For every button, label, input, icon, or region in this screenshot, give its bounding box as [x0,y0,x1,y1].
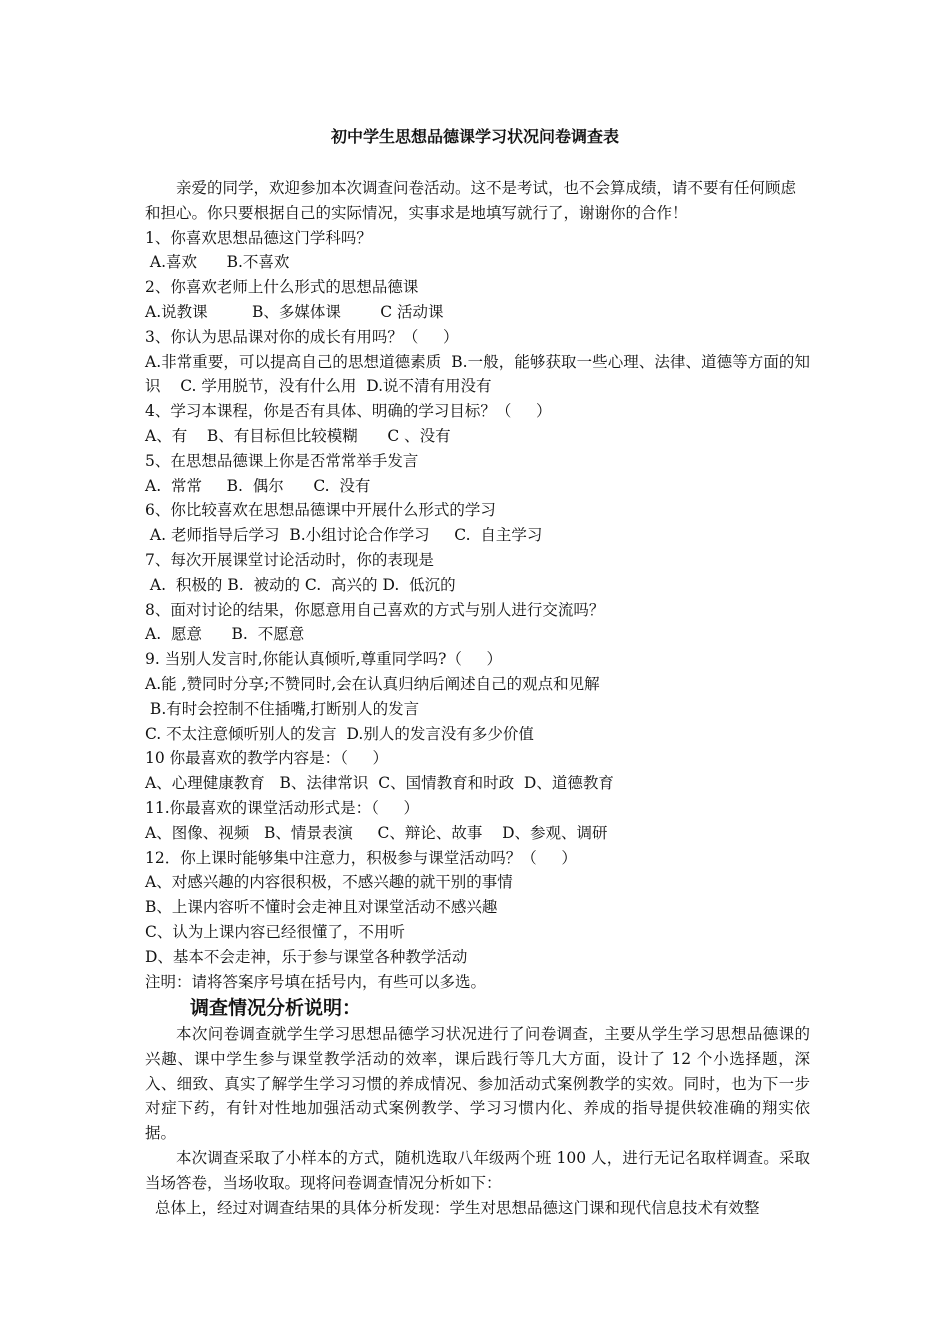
question-12-option-d: D、基本不会走神，乐于参与课堂各种教学活动 [145,947,468,966]
question-11: 11.你最喜欢的课堂活动形式是：（ ） [145,798,420,817]
question-10: 10 你最喜欢的教学内容是：（ ） [145,749,389,768]
question-6: 6、你比较喜欢在思想品德课中开展什么形式的学习 [145,501,496,520]
question-4-options: A、有 B、有目标但比较模糊 C 、没有 [145,426,451,445]
question-1: 1、你喜欢思想品德这门学科吗？ [145,228,372,247]
question-5: 5、在思想品德课上你是否常常举手发言 [145,451,419,470]
question-12-option-a: A、对感兴趣的内容很积极，不感兴趣的就干别的事情 [145,873,513,892]
question-9-option-b: B.有时会控制不住插嘴,打断别人的发言 [145,699,420,718]
question-6-options: A. 老师指导后学习 B.小组讨论合作学习 C. 自主学习 [145,526,543,545]
question-2: 2、你喜欢老师上什么形式的思想品德课 [145,278,419,297]
question-4: 4、学习本课程，你是否有具体、明确的学习目标？（ ） [145,402,552,421]
question-9: 9. 当别人发言时,你能认真倾听,尊重同学吗?（ ） [145,650,503,669]
question-9-option-cd: C. 不太注意倾听别人的发言 D.别人的发言没有多少价值 [145,724,534,743]
question-12-option-b: B、上课内容听不懂时会走神且对课堂活动不感兴趣 [145,898,498,917]
question-3-options: A.非常重要，可以提高自己的思想道德素质 B.一般，能够获取一些心理、法律、道德等方面的知识 C. 学用脱节，没有什么用 D.说不清有用没有 [145,352,810,396]
answer-note: 注明：请将答案序号填在括号内，有些可以多选。 [145,972,487,991]
question-10-options: A、心理健康教育 B、法律常识 C、国情教育和时政 D、道德教育 [145,774,614,793]
question-8-options: A. 愿意 B. 不愿意 [145,625,305,644]
question-12: 12．你上课时能够集中注意力，积极参与课堂活动吗？（ ） [145,848,577,867]
question-7: 7、每次开展课堂讨论活动时，你的表现是 [145,550,434,569]
questionnaire-body [145,176,810,994]
analysis-heading: 调查情况分析说明： [190,997,362,1019]
question-2-options: A.说教课 B、多媒体课 C 活动课 [145,302,444,321]
question-11-options: A、图像、视频 B、情景表演 C、辩论、故事 D、参观、调研 [145,823,608,842]
question-9-option-a: A.能 ,赞同时分享;不赞同时,会在认真归纳后阐述自己的观点和见解 [145,674,600,693]
question-12-option-c: C、认为上课内容已经很懂了，不用听 [145,922,405,941]
question-5-options: A. 常常 B. 偶尔 C. 没有 [145,476,371,495]
question-7-options: A. 积极的 B. 被动的 C. 高兴的 D. 低沉的 [145,575,456,594]
analysis-body [145,1022,810,1220]
question-3: 3、你认为思品课对你的成长有用吗？（ ） [145,327,459,346]
document-title: 初中学生思想品德课学习状况问卷调查表 [330,127,619,146]
analysis-paragraph-1: 本次问卷调查就学生学习思想品德学习状况进行了问卷调查，主要从学生学习思想品德课的兴趣、课中学生参与课堂教学活动的效率，课后践行等几大方面，设计了 12 个小选择题，深入、细致、真实了解学生学习习惯的养成情况、参加活动式案例教学的实效。同时，也为下一步对症下药，有针对性地加强活动式案例教学、学习习惯内化、养成的指导提供较准确的翔实依据。 [145,1025,810,1143]
question-1-options: A.喜欢 B.不喜欢 [145,253,290,272]
intro-paragraph: 亲爱的同学，欢迎参加本次调查问卷活动。这不是考试，也不会算成绩，请不要有任何顾虑和担心。你只要根据自己的实际情况，实事求是地填写就行了，谢谢你的合作！ [145,179,797,222]
analysis-paragraph-3: 总体上，经过对调查结果的具体分析发现：学生对思想品德这门课和现代信息技术有效整 [155,1198,760,1217]
question-8: 8、面对讨论的结果，你愿意用自己喜欢的方式与别人进行交流吗？ [145,600,605,619]
analysis-paragraph-2: 本次调查采取了小样本的方式，随机选取八年级两个班 100 人，进行无记名取样调查。采取当场答卷，当场收取。现将问卷调查情况分析如下： [145,1148,810,1192]
